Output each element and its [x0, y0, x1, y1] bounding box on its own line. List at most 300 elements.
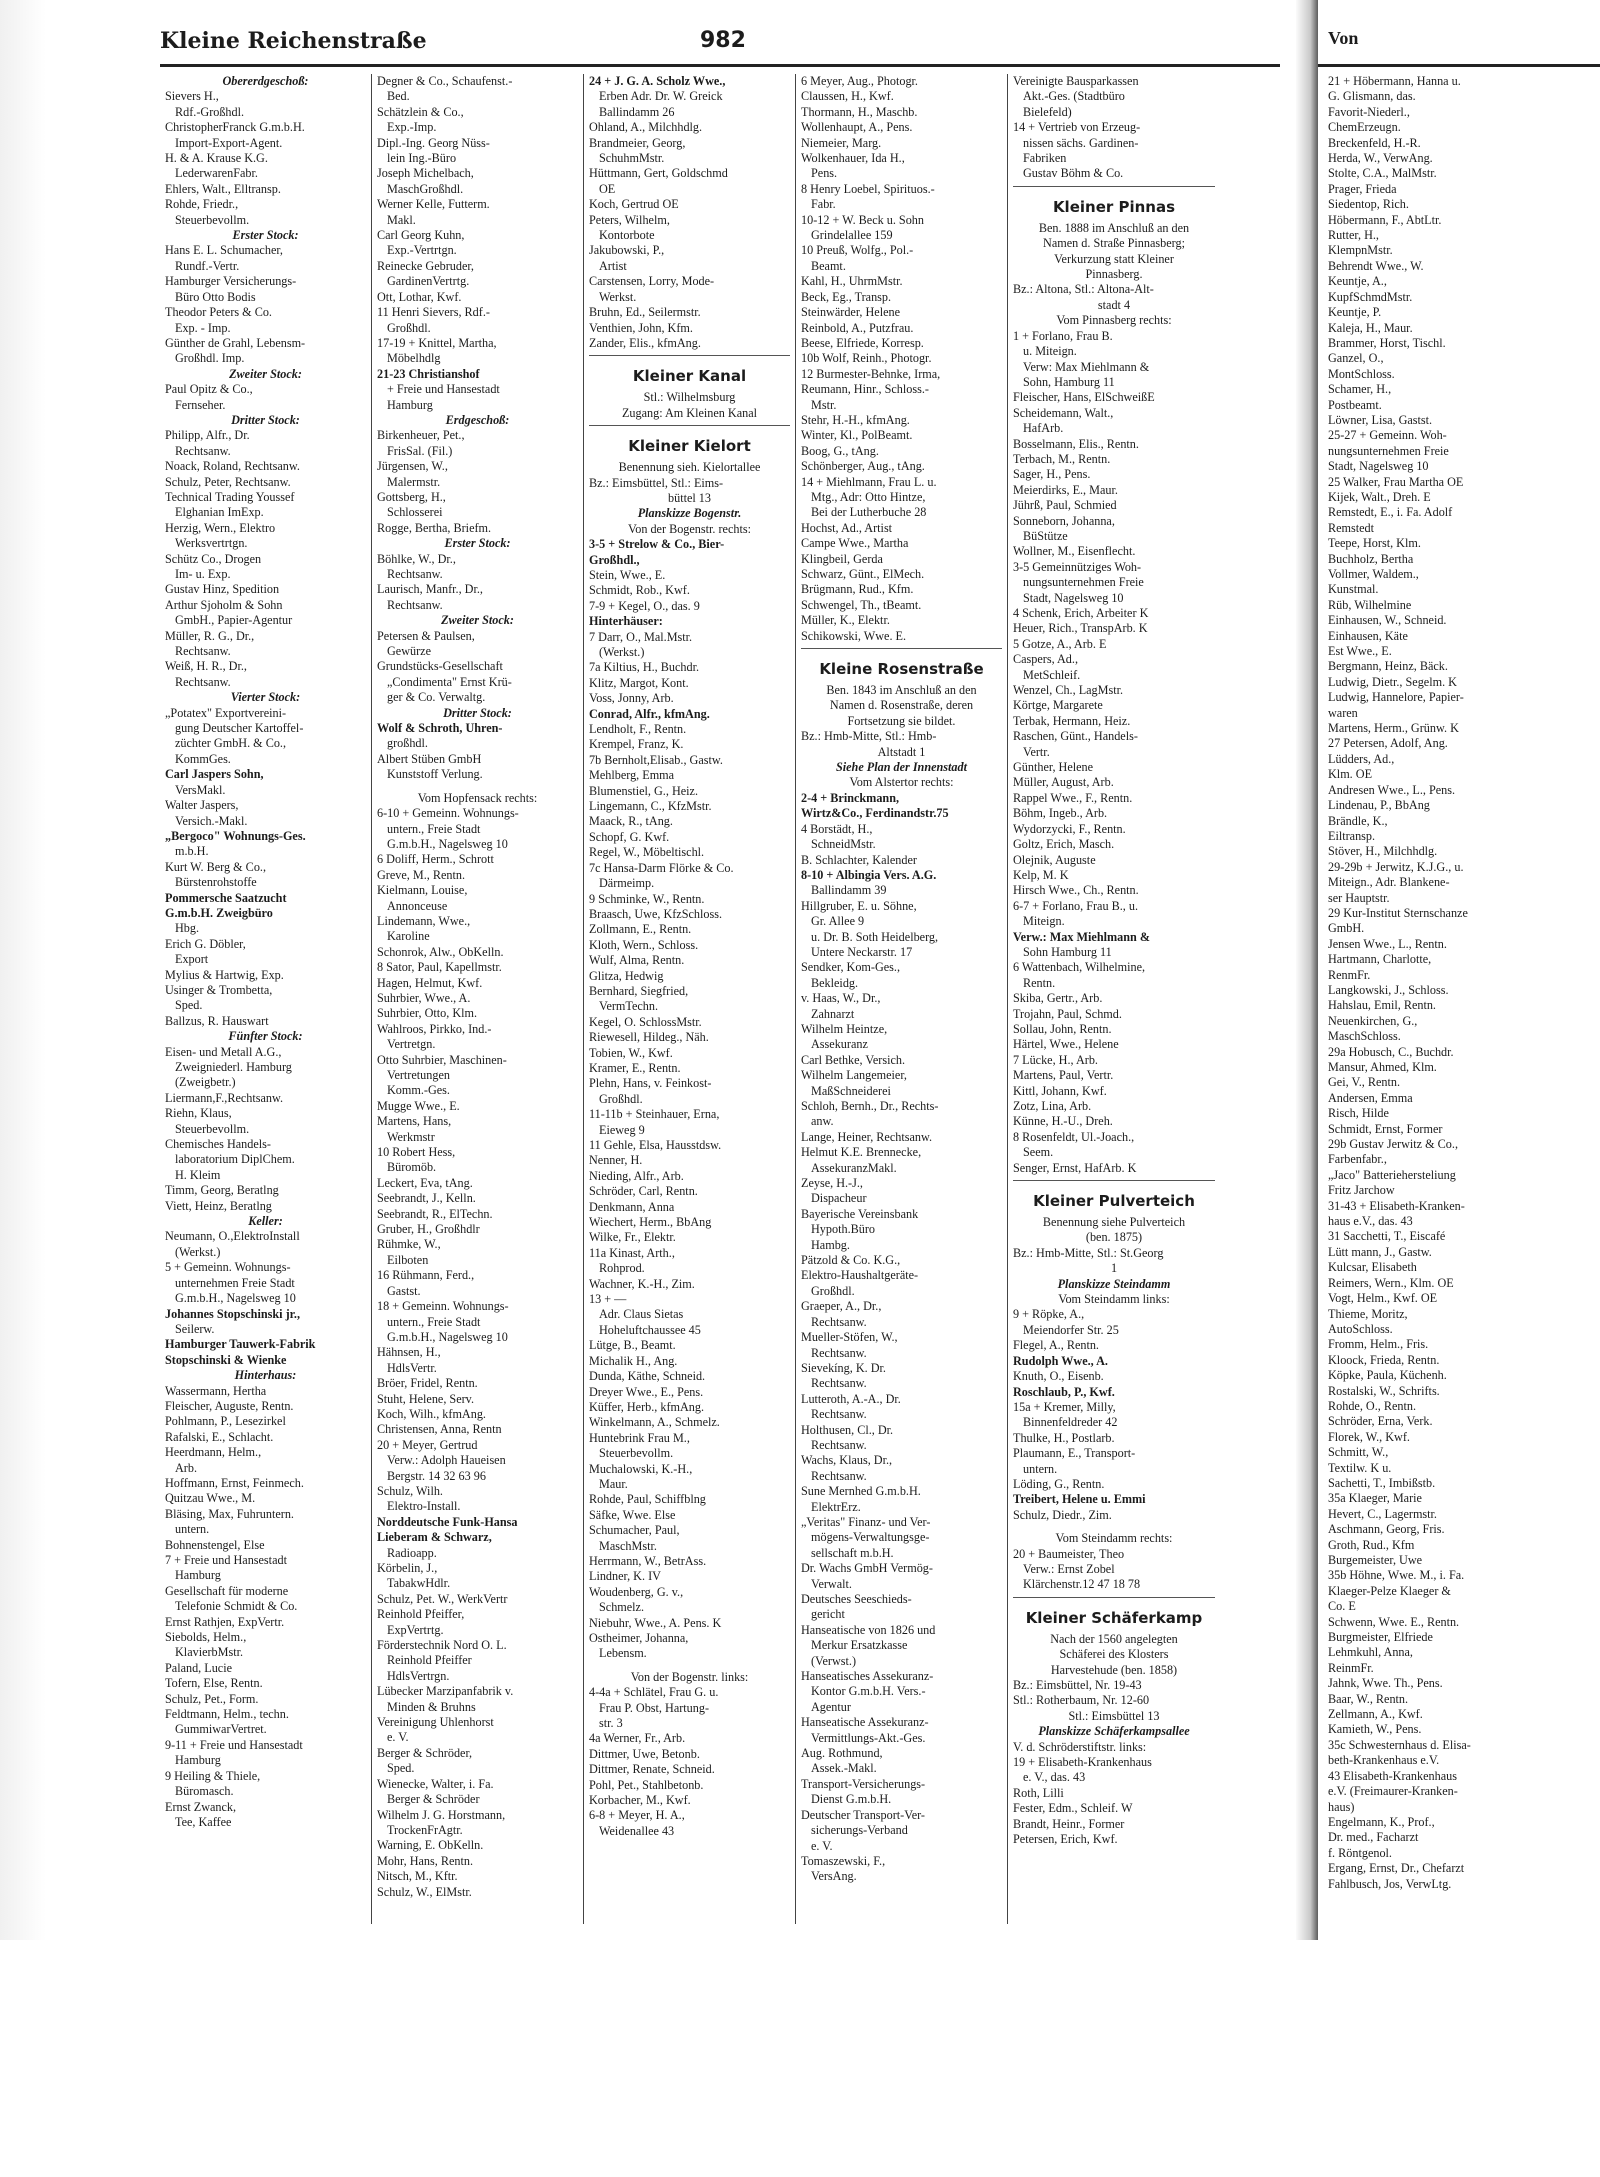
directory-entry: Graeper, A., Dr.,: [801, 1299, 882, 1314]
directory-entry: Helmut K.E. Brennecke,: [801, 1145, 922, 1160]
directory-entry: Günther, Helene: [1013, 760, 1094, 775]
entry-continuation: str. 3: [599, 1716, 623, 1731]
entry-continuation: Großhdl. Imp.: [175, 351, 245, 366]
directory-entry: Wilhelm Langemeier,: [801, 1068, 907, 1083]
entry-continuation: Sped.: [175, 998, 203, 1013]
directory-entry: Wachs, Klaus, Dr.,: [801, 1453, 893, 1468]
entry-continuation: Grindelallee 159: [811, 228, 893, 243]
next-page-entry: beth-Krankenhaus e.V.: [1328, 1753, 1440, 1768]
entry-continuation: anw.: [811, 1114, 834, 1129]
directory-entry: Sager, H., Pens.: [1013, 467, 1091, 482]
directory-entry: 6 Wattenbach, Wilhelmine,: [1013, 960, 1146, 975]
entry-continuation: TabakwHdlr.: [387, 1576, 451, 1591]
directory-entry: Petersen & Paulsen,: [377, 628, 475, 643]
directory-entry: Dittmer, Renate, Schneid.: [589, 1762, 715, 1777]
directory-entry: „Potatex" Exportvereini-: [165, 705, 287, 720]
entry-continuation: laboratorium DiplChem.: [175, 1152, 295, 1167]
next-page-entry: 29a Hobusch, C., Buchdr.: [1328, 1044, 1454, 1059]
floor-subheading: Vierter Stock:: [230, 690, 301, 705]
directory-entry: Rohde, Paul, Schiffblng: [589, 1492, 706, 1507]
directory-entry: Meierdirks, E., Maur.: [1013, 482, 1118, 497]
directory-entry: Greve, M., Rentn.: [377, 867, 466, 882]
directory-entry: Albert Stüben GmbH: [377, 751, 482, 766]
directory-entry: Stl.: Rotherbaum, Nr. 12-60: [1013, 1693, 1150, 1708]
directory-entry: Fester, Edm., Schleif. W: [1013, 1801, 1133, 1816]
directory-entry: Dipl.-Ing. Georg Nüss-: [377, 135, 490, 150]
entry-continuation: Rechtsanw.: [387, 567, 443, 581]
next-page-entry: Schamer, H.,: [1328, 382, 1392, 397]
directory-entry: Klingbeil, Gerda: [801, 551, 883, 566]
directory-entry: Philipp, Alfr., Dr.: [165, 428, 250, 443]
next-page-entry: Siedentop, Rich.: [1328, 197, 1409, 212]
next-page-entry: Buchholz, Bertha: [1328, 551, 1414, 566]
next-page-entry: Kloock, Frieda, Rentn.: [1328, 1352, 1440, 1367]
directory-entry: Martens, Hans,: [377, 1114, 452, 1129]
entry-continuation: Steuerbevollm.: [175, 212, 250, 227]
entry-continuation: Exp.-Imp.: [387, 120, 437, 135]
directory-column: [1008, 74, 1220, 1924]
entry-continuation: Elektro-Install.: [387, 1499, 461, 1514]
entry-continuation: lein Ing.-Büro: [387, 151, 457, 166]
entry-continuation: SchuhmMstr.: [599, 151, 665, 166]
directory-entry: Deutscher Transport-Ver-: [801, 1807, 925, 1822]
directory-entry: Körtge, Margarete: [1013, 698, 1103, 713]
next-page-entry: 29 Kur-Institut Sternschanze: [1328, 905, 1468, 920]
entry-continuation: Merkur Ersatzkasse: [811, 1638, 908, 1653]
directory-entry: Campe Wwe., Martha: [801, 536, 909, 551]
entry-continuation: Rechtsanw.: [811, 1314, 867, 1329]
directory-entry: Erich G. Döbler,: [165, 936, 246, 951]
entry-continuation: BüStütze: [1023, 528, 1068, 543]
next-page-entry: Ludwig, Hannelore, Papier-: [1328, 690, 1464, 705]
directory-entry: Noack, Roland, Rechtsanw.: [165, 459, 300, 474]
floor-subheading: Erdgeschoß:: [445, 412, 510, 427]
directory-entry: Brügmann, Rud., Kfm.: [801, 582, 914, 597]
next-page-entry: 43 Elisabeth-Krankenhaus: [1328, 1768, 1457, 1783]
entry-continuation: Exp.-Vertrtgn.: [387, 243, 457, 258]
next-page-entry: Co. E: [1328, 1599, 1356, 1614]
directory-entry: Braasch, Uwe, KfzSchloss.: [589, 906, 723, 921]
next-page-entry: Keuntje, A.,: [1328, 274, 1387, 289]
entry-continuation: Hoheluftchaussee 45: [599, 1322, 701, 1337]
entry-continuation: Schmelz.: [599, 1600, 645, 1615]
next-page-entry: Köpke, Paula, Küchenh.: [1328, 1368, 1447, 1383]
directory-entry: Skiba, Gertr., Arb.: [1013, 991, 1103, 1006]
directory-entry: Elektro-Haushaltgeräte-: [801, 1268, 919, 1283]
directory-entry: Wiechert, Herm., BbAng: [589, 1215, 712, 1230]
directory-entry: Denkmann, Anna: [589, 1199, 675, 1214]
directory-entry: G.m.b.H. Zweigbüro: [165, 905, 273, 920]
directory-entry: Plaumann, E., Transport-: [1013, 1446, 1136, 1461]
entry-continuation: Untere Neckarstr. 17: [811, 944, 913, 959]
entry-continuation: Agentur: [811, 1699, 851, 1714]
directory-entry: 4 Borstädt, H.,: [801, 821, 873, 836]
next-page-entry: Ludwig, Dietr., Segelm. K: [1328, 674, 1457, 689]
directory-entry: H. & A. Krause K.G.: [165, 151, 268, 166]
floor-subheading: Obererdgeschoß:: [222, 74, 309, 88]
directory-entry: Zander, Elis., kfmAng.: [589, 335, 701, 350]
next-page-entry: Andresen Wwe., L., Pens.: [1328, 782, 1456, 797]
entry-continuation: Sped.: [387, 1761, 415, 1776]
entry-continuation: KommGes.: [175, 751, 231, 766]
directory-entry: 9 Schminke, W., Rentn.: [589, 891, 705, 906]
next-page-rule: [1318, 64, 1600, 67]
entry-continuation: Seem.: [1023, 1145, 1054, 1160]
directory-entry: Bosselmann, Elis., Rentn.: [1013, 436, 1139, 451]
directory-entry: Warning, E. ObKelln.: [377, 1838, 484, 1853]
directory-entry: Thormann, H., Maschb.: [801, 104, 918, 119]
directory-entry: Großhdl.,: [589, 552, 640, 567]
entry-continuation: sicherungs-Verband: [811, 1823, 908, 1838]
entry-continuation: Verw.: Ernst Zobel: [1023, 1561, 1115, 1576]
entry-continuation: Adr. Claus Sietas: [599, 1307, 684, 1322]
directory-entry: Herzig, Wern., Elektro: [165, 520, 276, 535]
floor-subheading: Zweiter Stock:: [229, 366, 302, 381]
directory-entry: Hähnsen, H.,: [377, 1345, 441, 1360]
entry-continuation: „Condimenta" Ernst Krü-: [387, 674, 512, 689]
next-page-entry: Kaleja, H., Maur.: [1328, 320, 1413, 335]
directory-entry: 3-5 + Strelow & Co., Bier-: [589, 537, 725, 552]
entry-continuation: Rechtsanw.: [811, 1468, 867, 1483]
directory-entry: Walter Jaspers,: [165, 798, 239, 813]
directory-entry: 4a Werner, Fr., Arb.: [589, 1731, 686, 1746]
directory-entry: Thulke, H., Postlarb.: [1013, 1430, 1115, 1445]
next-page-entry: Aschmann, Georg, Fris.: [1328, 1522, 1445, 1537]
directory-entry: Wahlroos, Pirkko, Ind.-: [377, 1021, 492, 1036]
entry-continuation: Bei der Lutherbuche 28: [811, 505, 927, 520]
next-page-entry: Miteign., Adr. Blankene-: [1328, 875, 1450, 890]
directory-entry: 6-10 + Gemeinn. Wohnungs-: [377, 806, 519, 821]
next-page-entry: Herda, W., VerwAng.: [1328, 151, 1433, 166]
directory-entry: Terbach, M., Rentn.: [1013, 451, 1111, 466]
next-page-entry: nungsunternehmen Freie: [1328, 443, 1449, 458]
directory-entry: Jürgensen, W.,: [377, 459, 448, 474]
section-note: Zugang: Am Kleinen Kanal: [621, 405, 758, 420]
directory-entry: Norddeutsche Funk-Hansa: [377, 1514, 518, 1529]
entry-continuation: Reinhold Pfeiffer: [387, 1653, 472, 1668]
next-page-entry: 29-29b + Jerwitz, K.J.G., u.: [1328, 859, 1464, 874]
street-heading: Kleine Reichenstraße: [160, 28, 427, 54]
directory-entry: Gesellschaft für moderne: [165, 1583, 289, 1598]
directory-entry: Caspers, Ad.,: [1013, 652, 1078, 667]
next-page-entry: Fritz Jarchow: [1328, 1183, 1395, 1198]
directory-entry: Technical Trading Youssef: [165, 489, 295, 504]
directory-entry: Müller, K., Elektr.: [801, 613, 890, 628]
entry-continuation: Versich.-Makl.: [175, 813, 248, 828]
entry-continuation: Gewürze: [387, 644, 431, 659]
entry-continuation: MaschMstr.: [599, 1538, 657, 1553]
directory-entry: Lange, Heiner, Rechtsanw.: [801, 1129, 933, 1144]
entry-continuation: Bergstr. 14 32 63 96: [387, 1468, 486, 1483]
entry-continuation: + Freie und Hansestadt: [387, 382, 500, 397]
entry-continuation: Rohprod.: [599, 1261, 645, 1276]
directory-entry: Kittl, Johann, Kwf.: [1013, 1083, 1107, 1098]
page-number: 982: [700, 28, 746, 53]
entry-continuation: u. Dr. B. Soth Heidelberg,: [811, 929, 939, 944]
directory-entry: „Bergoco" Wohnungs-Ges.: [165, 828, 306, 843]
next-page-entry: 31-43 + Elisabeth-Kranken-: [1328, 1198, 1465, 1213]
entry-continuation: Hambg.: [811, 1237, 850, 1252]
next-page-entry: 35c Schwesternhaus d. Elisa-: [1328, 1737, 1471, 1752]
directory-entry: Rogge, Bertha, Briefm.: [377, 520, 492, 535]
entry-continuation: KlavierbMstr.: [175, 1645, 244, 1660]
directory-entry: 7-9 + Kegel, O., das. 9: [589, 598, 700, 613]
directory-entry: Böhm, Ingeb., Arb.: [1013, 806, 1108, 821]
entry-continuation: untern.: [1023, 1461, 1058, 1476]
directory-entry: Schütz Co., Drogen: [165, 551, 262, 566]
floor-subheading: Planskizze Bogenstr.: [637, 506, 742, 521]
directory-entry: Neumann, O.,ElektroInstall: [165, 1229, 300, 1244]
next-page-entry: 29b Gustav Jerwitz & Co.,: [1328, 1137, 1458, 1152]
directory-entry: Beese, Elfriede, Korresp.: [801, 335, 924, 350]
directory-entry: Birkenheuer, Pet.,: [377, 428, 465, 443]
directory-entry: Tomaszewski, F.,: [801, 1853, 886, 1868]
directory-entry: Christensen, Anna, Rentn: [377, 1422, 502, 1437]
entry-continuation: Mstr.: [811, 397, 837, 412]
next-page-entry: Lehmkuhl, Anna,: [1328, 1645, 1413, 1660]
next-page-entry: Breckenfeld, H.-R.: [1328, 135, 1421, 150]
directory-entry: Lendholt, F., Rentn.: [589, 722, 687, 737]
directory-entry: Wilke, Fr., Elektr.: [589, 1230, 676, 1245]
next-page-entry: Martens, Herm., Grünw. K: [1328, 721, 1459, 736]
next-page-entry: haus): [1328, 1799, 1355, 1814]
directory-entry: 4 Schenk, Erich, Arbeiter K: [1013, 606, 1149, 620]
directory-entry: Glitza, Hedwig: [589, 968, 664, 983]
next-page-entry: Burgemeister, Uwe: [1328, 1553, 1423, 1567]
entry-continuation: G.m.b.H., Nagelsweg 10: [175, 1291, 296, 1306]
entry-continuation: e. V.: [811, 1838, 833, 1853]
entry-continuation: Stadt, Nagelsweg 10: [1023, 590, 1124, 605]
directory-entry: V. d. Schröderstiftstr. links:: [1013, 1739, 1147, 1754]
entry-continuation: Tee, Kaffee: [175, 1814, 232, 1829]
directory-entry: Suhrbier, Wwe., A.: [377, 990, 471, 1005]
entry-continuation: Hamburg: [387, 397, 433, 412]
directory-entry: Schätzlein & Co.,: [377, 104, 464, 119]
next-page-entry: Sachetti, T., Imbißstb.: [1328, 1475, 1436, 1490]
entry-continuation: TrockenFrAgtr.: [387, 1822, 463, 1837]
entry-continuation: Komm.-Ges.: [387, 1083, 450, 1098]
directory-entry: Carl Jaspers Sohn,: [165, 767, 264, 782]
directory-entry: Suhrbier, Otto, Klm.: [377, 1006, 478, 1021]
next-page-entry: Ergang, Ernst, Dr., Chefarzt: [1328, 1861, 1465, 1876]
next-page-entry: Risch, Hilde: [1328, 1106, 1389, 1121]
directory-entry: Paland, Lucie: [165, 1660, 233, 1675]
entry-continuation: nissen sächs. Gardinen-: [1023, 135, 1139, 150]
directory-entry: 7a Kiltius, H., Buchdr.: [589, 660, 700, 675]
directory-entry: Krempel, Franz, K.: [589, 737, 684, 752]
directory-entry: Sievekíng, K. Dr.: [801, 1360, 886, 1375]
entry-continuation: züchter GmbH. & Co.,: [175, 736, 287, 751]
entry-continuation: Dispacheur: [811, 1191, 867, 1206]
entry-continuation: Gr. Allee 9: [811, 914, 865, 929]
directory-entry: Boog, G., tAng.: [801, 443, 879, 458]
directory-entry: Bz.: Altona, Stl.: Altona-Alt-: [1013, 282, 1154, 297]
directory-entry: Knuth, O., Eisenb.: [1013, 1369, 1104, 1384]
directory-entry: Schonrok, Alw., ObKelln.: [377, 944, 504, 959]
directory-entry: Tobien, W., Kwf.: [589, 1045, 673, 1060]
directory-entry: Stehr, H.-H., kfmAng.: [801, 412, 910, 427]
next-page-entry: 35b Höhne, Wwe. M., i. Fa.: [1328, 1568, 1465, 1583]
directory-entry: Wachner, K.-H., Zim.: [589, 1276, 695, 1291]
section-note: Benennung siehe Pulverteich: [1042, 1215, 1186, 1230]
next-page-entry: Höbermann, F., AbtLtr.: [1328, 212, 1442, 227]
directory-entry: Pätzold & Co. K.G.,: [801, 1253, 901, 1268]
entry-continuation: Meiendorfer Str. 25: [1023, 1322, 1119, 1337]
next-page-entry: Fahlbusch, Jos, VerwLtg.: [1328, 1876, 1452, 1891]
directory-entry: 11a Kinast, Arth.,: [589, 1245, 675, 1260]
directory-entry: Schulz, Diedr., Zim.: [1013, 1507, 1112, 1522]
street-section-heading: Kleine Rosenstraße: [819, 660, 984, 679]
directory-entry: Lindner, K. IV: [589, 1569, 661, 1584]
directory-entry: Nitsch, M., Kftr.: [377, 1869, 458, 1884]
directory-entry: Gustav Hinz, Spedition: [165, 582, 280, 597]
directory-entry: Winter, Kl., PolBeamt.: [801, 428, 913, 443]
directory-entry: Petersen, Erich, Kwf.: [1013, 1832, 1118, 1847]
directory-entry: Nieding, Alfr., Arb.: [589, 1168, 684, 1183]
next-page-entry: Behrendt Wwe., W.: [1328, 258, 1424, 273]
directory-entry: Zollmann, E., Rentn.: [589, 922, 692, 937]
section-note: Vom Hopfensack rechts:: [417, 790, 538, 805]
directory-entry: Rudolph Wwe., A.: [1013, 1353, 1108, 1368]
entry-continuation: Malermstr.: [387, 474, 441, 489]
section-note: Namen d. Straße Pinnasberg;: [1043, 236, 1185, 251]
directory-entry: 4-4a + Schlätel, Frau G. u.: [589, 1685, 719, 1700]
next-page-entry: Ganzel, O.,: [1328, 351, 1384, 366]
entry-continuation: Rechtsanw.: [175, 674, 231, 689]
directory-entry: Degner & Co., Schaufenst.-: [377, 74, 513, 88]
directory-entry: Schloh, Bernh., Dr., Rechts-: [801, 1099, 939, 1113]
entry-continuation: Im- u. Exp.: [175, 567, 231, 581]
floor-subheading: Erster Stock:: [444, 536, 511, 551]
next-page-entry: Engelmann, K., Prof.,: [1328, 1814, 1435, 1829]
entry-continuation: Rechtsanw.: [811, 1376, 867, 1391]
directory-entry: Gottsberg, H.,: [377, 489, 446, 504]
directory-entry: Schulz, Pet., Form.: [165, 1691, 259, 1706]
section-rule: [1013, 1180, 1215, 1181]
entry-continuation: nungsunternehmen Freie: [1023, 575, 1144, 590]
directory-entry: 5 + Gemeinn. Wohnungs-: [165, 1260, 291, 1275]
next-page-entry: Thieme, Moritz,: [1328, 1306, 1408, 1321]
directory-entry: Dunda, Käthe, Schneid.: [589, 1369, 706, 1384]
entry-continuation: Verw: Max Miehlmann &: [1023, 359, 1150, 374]
directory-entry: 5 Gotze, A., Arb. E: [1013, 636, 1107, 651]
next-page-entry: Neuenkirchen, G.,: [1328, 1013, 1418, 1028]
entry-continuation: Dienst G.m.b.H.: [811, 1792, 892, 1807]
directory-entry: 10 Preuß, Wolfg., Pol.-: [801, 243, 914, 258]
entry-continuation: Möbelhdlg: [387, 351, 441, 366]
entry-continuation: MaßSchneiderei: [811, 1083, 891, 1098]
next-page-entry: Lüdders, Ad.,: [1328, 751, 1395, 766]
directory-entry: Förderstechnik Nord O. L.: [377, 1638, 507, 1653]
directory-entry: 9-11 + Freie und Hansestadt: [165, 1737, 303, 1752]
directory-entry: Hochst, Ad., Artist: [801, 520, 893, 535]
entry-continuation: Berger & Schröder: [387, 1792, 480, 1807]
directory-entry: Wolf & Schroth, Uhren-: [377, 721, 503, 736]
entry-continuation: unternehmen Freie Stadt: [175, 1275, 295, 1290]
floor-subheading: Zweiter Stock:: [441, 613, 514, 628]
directory-entry: Viett, Heinz, Beratlng: [165, 1198, 272, 1213]
next-page-entry: Klm. OE: [1328, 767, 1373, 782]
left-page-edge: [0, 0, 46, 1940]
next-page-entry: RenmFr.: [1328, 967, 1371, 982]
floor-subheading: Siehe Plan der Innenstadt: [835, 760, 968, 775]
directory-entry: Stuht, Helene, Serv.: [377, 1391, 475, 1406]
directory-entry: Winkelmann, A., Schmelz.: [589, 1415, 720, 1430]
next-page-entry: G. Glismann, das.: [1328, 89, 1416, 104]
entry-continuation: FrisSal. (Fil.): [387, 443, 453, 458]
directory-entry: Korbacher, M., Kwf.: [589, 1793, 691, 1808]
next-page-entry: e.V. (Freimaurer-Kranken-: [1328, 1784, 1458, 1799]
directory-entry: Dittmer, Uwe, Betonb.: [589, 1746, 700, 1761]
entry-continuation: Großhdl.: [599, 1091, 643, 1106]
directory-entry: Stopschinski & Wienke: [165, 1352, 287, 1367]
directory-entry: Reumann, Hinr., Schloss.-: [801, 382, 929, 397]
directory-entry: Carl Georg Kuhn,: [377, 228, 465, 243]
directory-entry: Hamburger Versicherungs-: [165, 274, 297, 289]
entry-continuation: Bekleidg.: [811, 975, 859, 990]
entry-continuation: Frau P. Obst, Hartung-: [599, 1700, 710, 1715]
directory-entry: Wenzel, Ch., LagMstr.: [1013, 683, 1124, 698]
next-page-entry: ChemErzeugn.: [1328, 120, 1401, 135]
section-note: Stl.: Wilhelmsburg: [643, 390, 736, 405]
entry-continuation: Eieweg 9: [599, 1122, 645, 1137]
directory-entry: Treibert, Helene u. Emmi: [1013, 1492, 1146, 1507]
directory-entry: Hamburger Tauwerk-Fabrik: [165, 1337, 316, 1352]
directory-entry: „Veritas" Finanz- und Ver-: [801, 1514, 931, 1529]
entry-continuation: Kunststoff Verlung.: [387, 767, 483, 782]
entry-continuation: Rechtsanw.: [811, 1407, 867, 1422]
directory-entry: Nenner, H.: [589, 1153, 643, 1168]
directory-entry: Koch, Wilh., kfmAng.: [377, 1406, 486, 1421]
directory-entry: Reinbold, A., Putzfrau.: [801, 320, 914, 335]
directory-entry: Terbak, Hermann, Heiz.: [1013, 713, 1131, 728]
directory-entry: Niebuhr, Wwe., A. Pens. K: [589, 1615, 722, 1630]
directory-entry: Sollau, John, Rentn.: [1013, 1021, 1112, 1036]
floor-subheading: Dritter Stock:: [443, 705, 512, 720]
next-page-entry: Remstedt, E., i. Fa. Adolf: [1328, 505, 1453, 520]
next-page-entry: MaschSchloss.: [1328, 1029, 1401, 1044]
directory-entry: Rühmke, W.,: [377, 1237, 441, 1252]
entry-continuation: Büromöb.: [387, 1160, 437, 1175]
entry-continuation: GmbH., Papier-Agentur: [175, 613, 293, 628]
entry-continuation: Zweigniederl. Hamburg: [175, 1060, 292, 1074]
directory-entry: Lindemann, Wwe.,: [377, 913, 471, 928]
directory-entry: Chemisches Handels-: [165, 1137, 271, 1152]
entry-continuation: e. V., das. 43: [1023, 1770, 1086, 1785]
entry-continuation: Rdf.-Großhdl.: [175, 104, 245, 119]
directory-entry: Klitz, Margot, Kont.: [589, 675, 689, 690]
entry-continuation: Großhdl.: [811, 1283, 855, 1298]
next-page-entry: Burgmeister, Elfriede: [1328, 1630, 1433, 1645]
entry-continuation: Hypoth.Büro: [811, 1222, 875, 1237]
next-page-entry: „Jaco" Batteriehersteliung: [1328, 1167, 1456, 1182]
directory-entry: Stein, Wwe., E.: [589, 567, 666, 582]
directory-entry: Hanseatische von 1826 und: [801, 1622, 936, 1637]
entry-continuation: Export: [175, 952, 209, 967]
entry-continuation: Zahnarzt: [811, 1006, 855, 1021]
entry-continuation: Seilerw.: [175, 1321, 215, 1336]
entry-continuation: Kontor G.m.b.H. Vers.-: [811, 1684, 926, 1699]
next-page-entry: Jahnk, Wwe. Th., Pens.: [1328, 1676, 1443, 1691]
directory-entry: 1 + Forlano, Frau B.: [1013, 328, 1113, 343]
entry-continuation: Fernseher.: [175, 397, 226, 412]
directory-entry: 10b Wolf, Reinh., Photogr.: [801, 351, 932, 366]
floor-subheading: Planskizze Schäferkampsallee: [1038, 1724, 1190, 1739]
entry-continuation: Erben Adr. Dr. W. Greick: [599, 89, 723, 104]
directory-entry: Wolkenhauer, Ida H.,: [801, 151, 905, 166]
next-page-entry: Hartmann, Charlotte,: [1328, 952, 1432, 967]
directory-entry: Flegel, A., Rentn.: [1013, 1338, 1099, 1353]
